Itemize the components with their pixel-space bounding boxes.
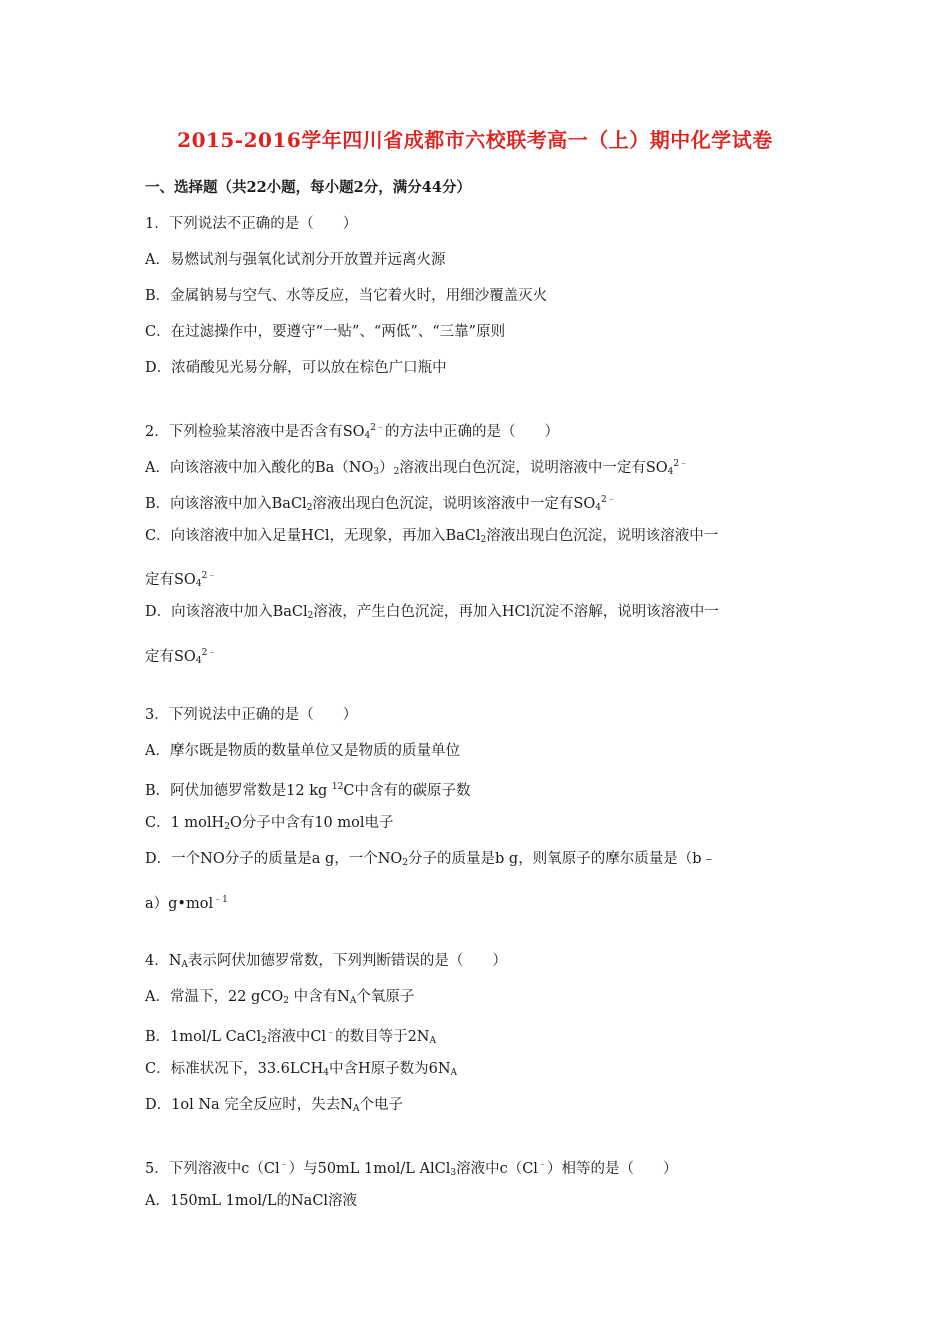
q1-option-d: D．浓硝酸见光易分解，可以放在棕色广口瓶中	[145, 360, 447, 376]
q3-option-d-cont: a）g•mol$^{﹣1}$	[145, 895, 228, 912]
q4-option-c: C．标准状况下，$33.6LCH_4$中含H原子数为$6N_A$	[145, 1061, 458, 1078]
q2-option-b: B．向该溶液中加入BaCl$_2$溶液出现白色沉淀，说明该溶液中一定有$SO_4^{2﹣}$	[145, 495, 616, 513]
section-heading: 一、选择题（共22小题，每小题2分，满分44分）	[145, 179, 471, 196]
q4-stem: 4．$N_A$表示阿伏加德罗常数，下列判断错误的是（ ）	[145, 953, 507, 970]
q2-option-a: A．向该溶液中加入酸化的$Ba(NO_3)_2$溶液出现白色沉淀，说明溶液中一定有$SO_4^{2﹣}$	[145, 459, 689, 477]
q3-stem: 3．下列说法中正确的是（ ）	[145, 707, 358, 723]
exam-title: 2015-2016学年四川省成都市六校联考高一（上）期中化学试卷	[177, 128, 773, 152]
q3-option-d: D．一个NO分子的质量是a g，一个$NO_2$分子的质量是b g，则氧原子的摩尔质量是（b﹣	[145, 851, 717, 868]
q2-option-c: C．向该溶液中加入足量HCl，无现象，再加入BaCl$_2$溶液出现白色沉淀，说明该溶液中一	[145, 528, 719, 545]
q1-stem: 1．下列说法不正确的是（ ）	[145, 216, 358, 232]
q3-option-c: C．1 molH$_2$O分子中含有10 mol电子	[145, 815, 394, 832]
q5-option-a: A．150mL 1mol/L的NaCl溶液	[145, 1193, 358, 1209]
q4-option-d: D．1ol Na 完全反应时，失去$N_A$个电子	[145, 1097, 403, 1114]
q1-option-b: B．金属钠易与空气、水等反应，当它着火时，用细沙覆盖灭火	[145, 288, 548, 304]
q4-option-a: A．常温下，22 gCO$_2$ 中含有$N_A$个氧原子	[145, 989, 415, 1006]
q3-option-b: B．阿伏加德罗常数是12 kg $^{12}$C中含有的碳原子数	[145, 782, 471, 799]
q1-option-a: A．易燃试剂与强氧化试剂分开放置并远离火源	[145, 252, 446, 268]
q2-option-d: D．向该溶液中加入BaCl$_2$溶液，产生白色沉淀，再加入HCl沉淀不溶解，说明该溶液中一	[145, 604, 719, 621]
q2-option-c-cont: 定有$SO_4^{2﹣}$	[145, 571, 217, 589]
q3-option-a: A．摩尔既是物质的数量单位又是物质的质量单位	[145, 743, 460, 759]
q1-option-c: C．在过滤操作中，要遵守“一贴”、“两低”、“三靠”原则	[145, 324, 506, 340]
q4-option-b: B．1mol/L CaCl$_2$溶液中Cl﹣的数目等于$2N_A$	[145, 1028, 436, 1046]
q5-stem: 5．下列溶液中c（Cl﹣）与50mL 1mol/L AlCl$_3$溶液中c（Cl﹣）相等的是（ ）	[145, 1160, 678, 1178]
q2-stem: 2．下列检验某溶液中是否含有$SO_4^{2﹣}$的方法中正确的是（ ）	[145, 423, 560, 441]
q2-option-d-cont: 定有$SO_4^{2﹣}$	[145, 648, 217, 666]
